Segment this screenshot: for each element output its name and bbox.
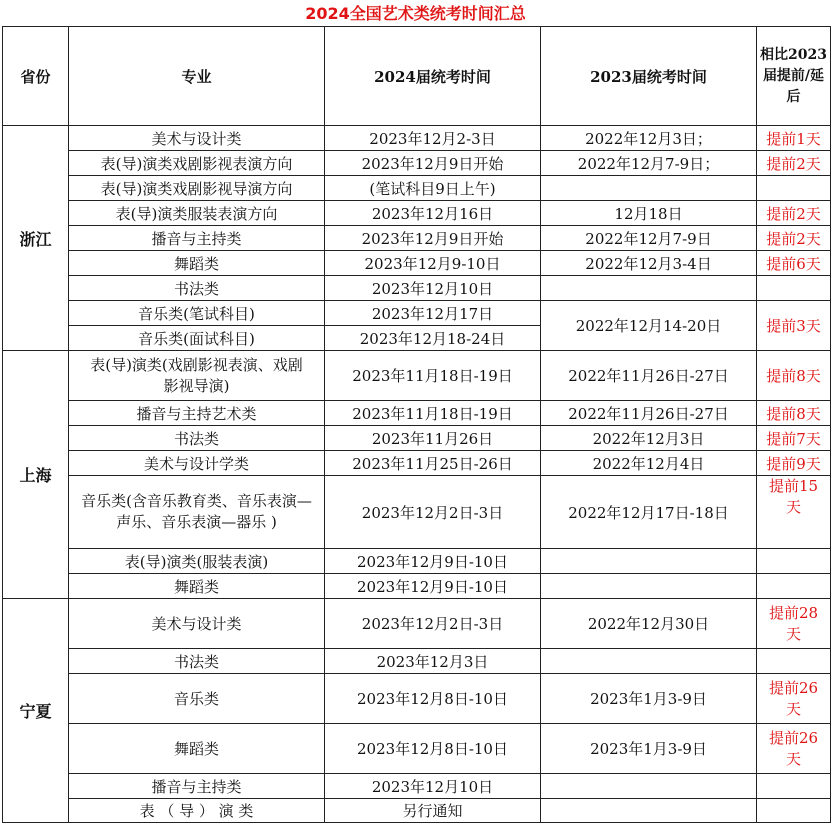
table-row xyxy=(3,451,831,476)
major-cell: 播音与主持类 xyxy=(69,774,325,799)
time-2024-cell: 2023年12月2-3日 xyxy=(325,126,541,151)
compare-cell: 提前2天 xyxy=(757,151,831,176)
time-2024-cell: 2023年12月3日 xyxy=(325,649,541,674)
table-row xyxy=(3,426,831,451)
time-2023-cell xyxy=(541,574,757,599)
time-2023-cell: 2022年12月3-4日 xyxy=(541,251,757,276)
time-2024-cell: 2023年12月9日开始 xyxy=(325,151,541,176)
major-cell: 舞蹈类 xyxy=(69,574,325,599)
time-2023-cell: 12月18日 xyxy=(541,201,757,226)
major-cell: 美术与设计类 xyxy=(69,599,325,649)
compare-cell: 提前7天 xyxy=(757,426,831,451)
time-2024-cell: 2023年12月10日 xyxy=(325,276,541,301)
province-cell-shanghai: 上海 xyxy=(3,351,69,599)
time-2024-cell: 2023年11月18日-19日 xyxy=(325,351,541,401)
table-row xyxy=(3,126,831,151)
province-cell-ningxia: 宁夏 xyxy=(3,599,69,823)
page-title: 2024全国艺术类统考时间汇总 xyxy=(305,4,526,23)
major-cell: 音乐类(笔试科目) xyxy=(69,301,325,326)
time-2024-cell: 2023年12月2日-3日 xyxy=(325,476,541,549)
compare-cell: 提前28天 xyxy=(757,599,831,649)
compare-cell xyxy=(757,276,831,301)
major-cell: 表 （ 导 ） 演 类 xyxy=(69,799,325,823)
time-2023-cell xyxy=(541,799,757,823)
time-2024-cell: 2023年12月9日开始 xyxy=(325,226,541,251)
compare-cell: 提前26天 xyxy=(757,724,831,774)
compare-cell xyxy=(757,799,831,823)
time-2023-cell: 2022年11月26日-27日 xyxy=(541,351,757,401)
compare-cell: 提前6天 xyxy=(757,251,831,276)
major-cell: 播音与主持类 xyxy=(69,226,325,251)
exam-schedule-table xyxy=(2,26,831,823)
major-cell: 音乐类 xyxy=(69,674,325,724)
compare-cell xyxy=(757,649,831,674)
compare-cell: 提前8天 xyxy=(757,401,831,426)
header-province: 省份 xyxy=(3,27,69,126)
time-2024-cell: 2023年11月26日 xyxy=(325,426,541,451)
time-2024-cell: 2023年12月16日 xyxy=(325,201,541,226)
compare-cell: 提前1天 xyxy=(757,126,831,151)
header-2023: 2023届统考时间 xyxy=(541,27,757,126)
time-2023-cell: 2022年12月14-20日 xyxy=(541,301,757,351)
time-2023-cell: 2022年12月7-9日； xyxy=(541,151,757,176)
table-row xyxy=(3,151,831,176)
major-cell: 表(导)演类服装表演方向 xyxy=(69,201,325,226)
time-2024-cell: 2023年12月8日-10日 xyxy=(325,724,541,774)
compare-cell: 提前8天 xyxy=(757,351,831,401)
compare-cell: 提前2天 xyxy=(757,226,831,251)
time-2023-cell: 2022年12月30日 xyxy=(541,599,757,649)
province-cell-zhejiang: 浙江 xyxy=(3,126,69,351)
time-2023-cell xyxy=(541,774,757,799)
major-cell: 音乐类(面试科目) xyxy=(69,326,325,351)
time-2024-cell: 2023年12月9日-10日 xyxy=(325,574,541,599)
major-cell: 美术与设计学类 xyxy=(69,451,325,476)
table-row xyxy=(3,599,831,649)
table-row xyxy=(3,549,831,574)
major-cell: 美术与设计类 xyxy=(69,126,325,151)
time-2024-cell: (笔试科目9日上午) xyxy=(325,176,541,201)
table-row xyxy=(3,276,831,301)
time-2024-cell: 2023年12月9日-10日 xyxy=(325,549,541,574)
time-2024-cell: 2023年12月18-24日 xyxy=(325,326,541,351)
compare-cell xyxy=(757,574,831,599)
major-cell: 书法类 xyxy=(69,276,325,301)
compare-cell: 提前15天 xyxy=(757,476,831,549)
header-2024: 2024届统考时间 xyxy=(325,27,541,126)
table-row xyxy=(3,574,831,599)
compare-cell: 提前9天 xyxy=(757,451,831,476)
table-row xyxy=(3,176,831,201)
time-2023-cell: 2023年1月3-9日 xyxy=(541,674,757,724)
time-2024-cell: 另行通知 xyxy=(325,799,541,823)
header-major: 专业 xyxy=(69,27,325,126)
time-2023-cell: 2022年12月3日 xyxy=(541,426,757,451)
time-2023-cell xyxy=(541,276,757,301)
time-2023-cell: 2022年11月26日-27日 xyxy=(541,401,757,426)
header-compare: 相比2023届提前/延后 xyxy=(757,27,831,126)
compare-cell xyxy=(757,774,831,799)
time-2024-cell: 2023年12月17日 xyxy=(325,301,541,326)
compare-cell xyxy=(757,176,831,201)
time-2024-cell: 2023年12月9-10日 xyxy=(325,251,541,276)
table-row xyxy=(3,226,831,251)
table-row xyxy=(3,774,831,799)
major-cell: 表(导)演类(服装表演) xyxy=(69,549,325,574)
major-cell: 舞蹈类 xyxy=(69,251,325,276)
table-row xyxy=(3,476,831,549)
time-2023-cell xyxy=(541,649,757,674)
header-row xyxy=(3,27,831,126)
compare-cell: 提前2天 xyxy=(757,201,831,226)
table-row xyxy=(3,201,831,226)
time-2024-cell: 2023年12月8日-10日 xyxy=(325,674,541,724)
major-cell: 表(导)演类(戏剧影视表演、戏剧影视导演) xyxy=(69,351,325,401)
time-2024-cell: 2023年11月25日-26日 xyxy=(325,451,541,476)
time-2023-cell: 2023年1月3-9日 xyxy=(541,724,757,774)
time-2023-cell: 2022年12月7-9日 xyxy=(541,226,757,251)
time-2023-cell xyxy=(541,549,757,574)
compare-cell xyxy=(757,549,831,574)
table-row xyxy=(3,674,831,724)
table-row xyxy=(3,351,831,401)
time-2023-cell: 2022年12月4日 xyxy=(541,451,757,476)
table-row xyxy=(3,649,831,674)
table-row xyxy=(3,724,831,774)
major-cell: 舞蹈类 xyxy=(69,724,325,774)
compare-cell: 提前26天 xyxy=(757,674,831,724)
time-2024-cell: 2023年12月2日-3日 xyxy=(325,599,541,649)
time-2023-cell: 2022年12月17日-18日 xyxy=(541,476,757,549)
table-row xyxy=(3,401,831,426)
time-2024-cell: 2023年11月18日-19日 xyxy=(325,401,541,426)
time-2023-cell xyxy=(541,176,757,201)
time-2023-cell: 2022年12月3日； xyxy=(541,126,757,151)
major-cell: 书法类 xyxy=(69,426,325,451)
time-2024-cell: 2023年12月10日 xyxy=(325,774,541,799)
compare-cell: 提前3天 xyxy=(757,301,831,351)
major-cell: 表(导)演类戏剧影视表演方向 xyxy=(69,151,325,176)
table-row xyxy=(3,251,831,276)
major-cell: 音乐类(含音乐教育类、音乐表演—声乐、音乐表演—器乐 ) xyxy=(69,476,325,549)
major-cell: 书法类 xyxy=(69,649,325,674)
major-cell: 播音与主持艺术类 xyxy=(69,401,325,426)
table-row xyxy=(3,301,831,326)
major-cell: 表(导)演类戏剧影视导演方向 xyxy=(69,176,325,201)
table-row xyxy=(3,799,831,823)
